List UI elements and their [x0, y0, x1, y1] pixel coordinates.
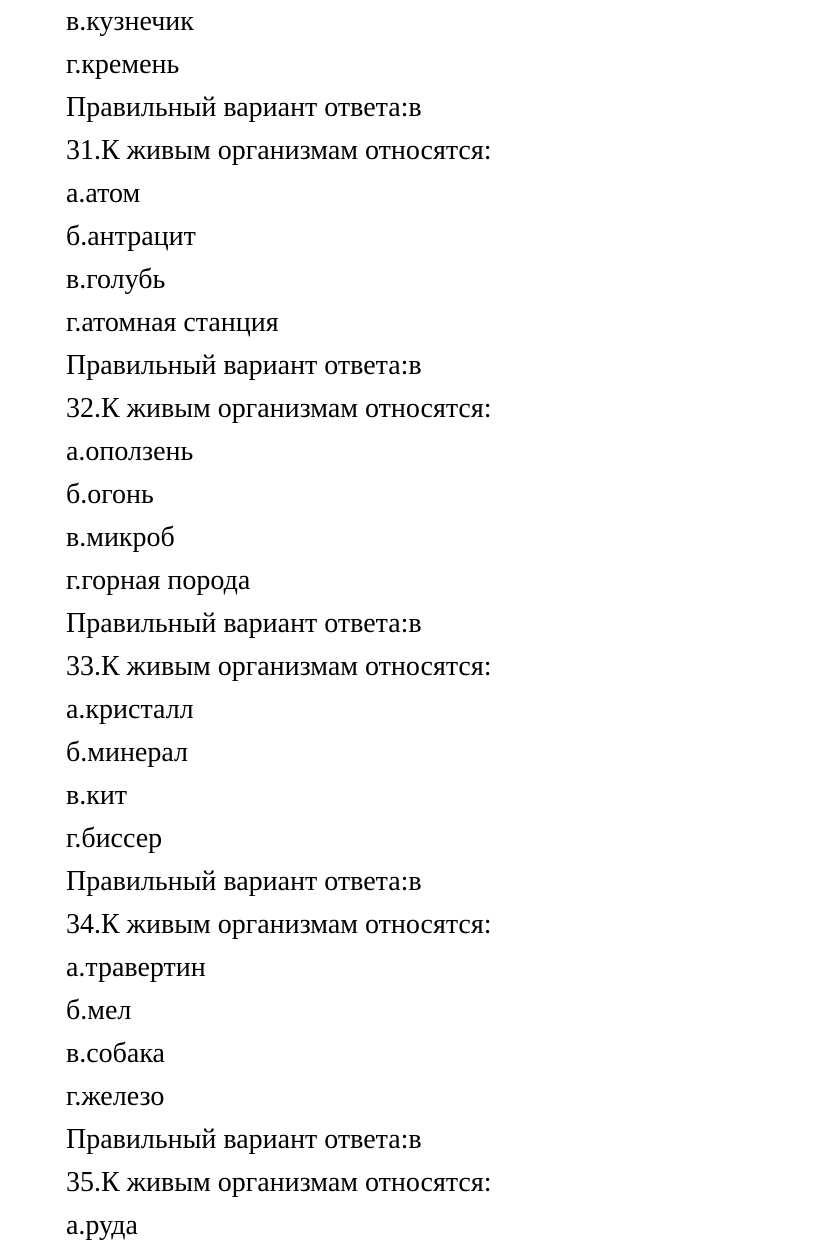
- answer-line: Правильный вариант ответа:в: [66, 350, 422, 381]
- option-line: а.руда: [66, 1210, 138, 1241]
- option-line: а.оползень: [66, 436, 194, 467]
- option-line: в.кит: [66, 780, 128, 811]
- question-line: 32.К живым организмам относятся:: [66, 393, 492, 424]
- question-line: 33.К живым организмам относятся:: [66, 651, 492, 682]
- answer-line: Правильный вариант ответа:в: [66, 1124, 422, 1155]
- option-line: а.атом: [66, 178, 141, 209]
- option-line: г.горная порода: [66, 565, 251, 596]
- question-line: 31.К живым организмам относятся:: [66, 135, 492, 166]
- option-line: в.микроб: [66, 522, 175, 553]
- option-line: а.кристалл: [66, 694, 194, 725]
- option-line: в.голубь: [66, 264, 166, 295]
- option-line: б.минерал: [66, 737, 189, 768]
- answer-line: Правильный вариант ответа:в: [66, 608, 422, 639]
- option-line: б.огонь: [66, 479, 154, 510]
- document-text: [66, 0, 492, 1247]
- option-line: г.железо: [66, 1081, 165, 1112]
- answer-line: Правильный вариант ответа:в: [66, 92, 422, 123]
- question-line: 35.К живым организмам относятся:: [66, 1167, 492, 1198]
- option-line: в.собака: [66, 1038, 165, 1069]
- option-line: в.кузнечик: [66, 6, 194, 37]
- option-line: а.травертин: [66, 952, 206, 983]
- option-line: г.биссер: [66, 823, 163, 854]
- option-line: б.мел: [66, 995, 132, 1026]
- answer-line: Правильный вариант ответа:в: [66, 866, 422, 897]
- option-line: б.антрацит: [66, 221, 196, 252]
- option-line: г.кремень: [66, 49, 180, 80]
- option-line: г.атомная станция: [66, 307, 279, 338]
- question-line: 34.К живым организмам относятся:: [66, 909, 492, 940]
